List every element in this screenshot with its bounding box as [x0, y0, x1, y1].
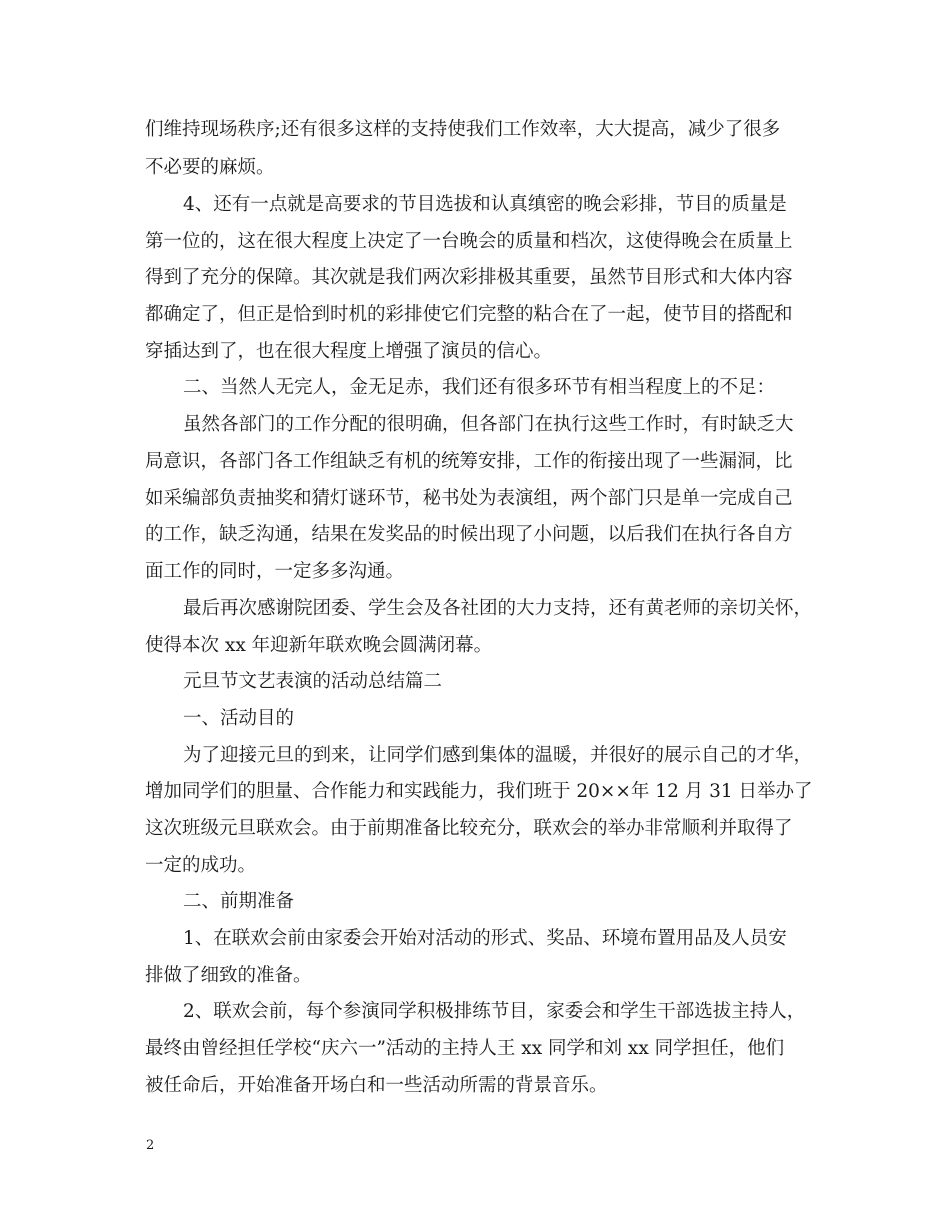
text-line: 面工作的同时，一定多多沟通。 [145, 561, 405, 582]
text-line: 使得本次 xx 年迎新年联欢晚会圆满闭幕。 [145, 635, 493, 656]
text-line: 2、联欢会前，每个参演同学积极排练节目，家委会和学生干部选拔主持人， [183, 1001, 806, 1022]
text-line: 不必要的麻烦。 [145, 157, 275, 178]
text-line: 为了迎接元旦的到来，让同学们感到集体的温暖，并很好的展示自己的才华， [183, 745, 813, 766]
page-number: 2 [146, 1138, 155, 1153]
text-line: 们维持现场秩序;还有很多这样的支持使我们工作效率，大大提高，减少了很多 [145, 119, 781, 140]
text-line: 一定的成功。 [145, 855, 257, 876]
text-line: 的工作，缺乏沟通，结果在发奖品的时候出现了小问题，以后我们在执行各自方 [145, 524, 793, 545]
text-line: 如采编部负责抽奖和猜灯谜环节，秘书处为表演组，两个部门只是单一完成自己 [145, 488, 793, 509]
text-line: 局意识，各部门各工作组缺乏有机的统筹安排，工作的衔接出现了一些漏洞，比 [145, 451, 793, 472]
text-line: 最终由曾经担任学校“庆六一”活动的主持人王 xx 同学和刘 xx 同学担任，他们 [145, 1038, 785, 1059]
section-heading: 一、活动目的 [183, 708, 295, 729]
text-line: 得到了充分的保障。其次就是我们两次彩排极其重要，虽然节目形式和大体内容 [145, 267, 793, 288]
text-line: 增加同学们的胆量、合作能力和实践能力，我们班于 20××年 12 月 31 日举办了 [145, 781, 813, 802]
text-line: 虽然各部门的工作分配的很明确，但各部门在执行这些工作时，有时缺乏大 [183, 414, 794, 435]
text-line: 这次班级元旦联欢会。由于前期准备比较充分，联欢会的举办非常顺利并取得了 [145, 818, 793, 839]
section-heading: 元旦节文艺表演的活动总结篇二 [183, 671, 443, 692]
text-line: 最后再次感谢院团委、学生会及各社团的大力支持，还有黄老师的亲切关怀， [183, 598, 813, 619]
text-line: 二、当然人无完人，金无足赤，我们还有很多环节有相当程度上的不足： [183, 377, 776, 398]
text-line: 穿插达到了，也在很大程度上增强了演员的信心。 [145, 341, 553, 362]
text-line: 被任命后，开始准备开场白和一些活动所需的背景音乐。 [145, 1075, 608, 1096]
text-line: 4、还有一点就是高要求的节目选拔和认真缜密的晚会彩排，节目的质量是 [183, 194, 787, 215]
text-line: 第一位的，这在很大程度上决定了一台晚会的质量和档次，这使得晚会在质量上 [145, 231, 793, 252]
section-heading: 二、前期准备 [183, 891, 295, 912]
text-line: 1、在联欢会前由家委会开始对活动的形式、奖品、环境布置用品及人员安 [183, 928, 787, 949]
text-line: 都确定了，但正是恰到时机的彩排使它们完整的粘合在了一起，使节目的搭配和 [145, 304, 793, 325]
text-line: 排做了细致的准备。 [145, 965, 312, 986]
